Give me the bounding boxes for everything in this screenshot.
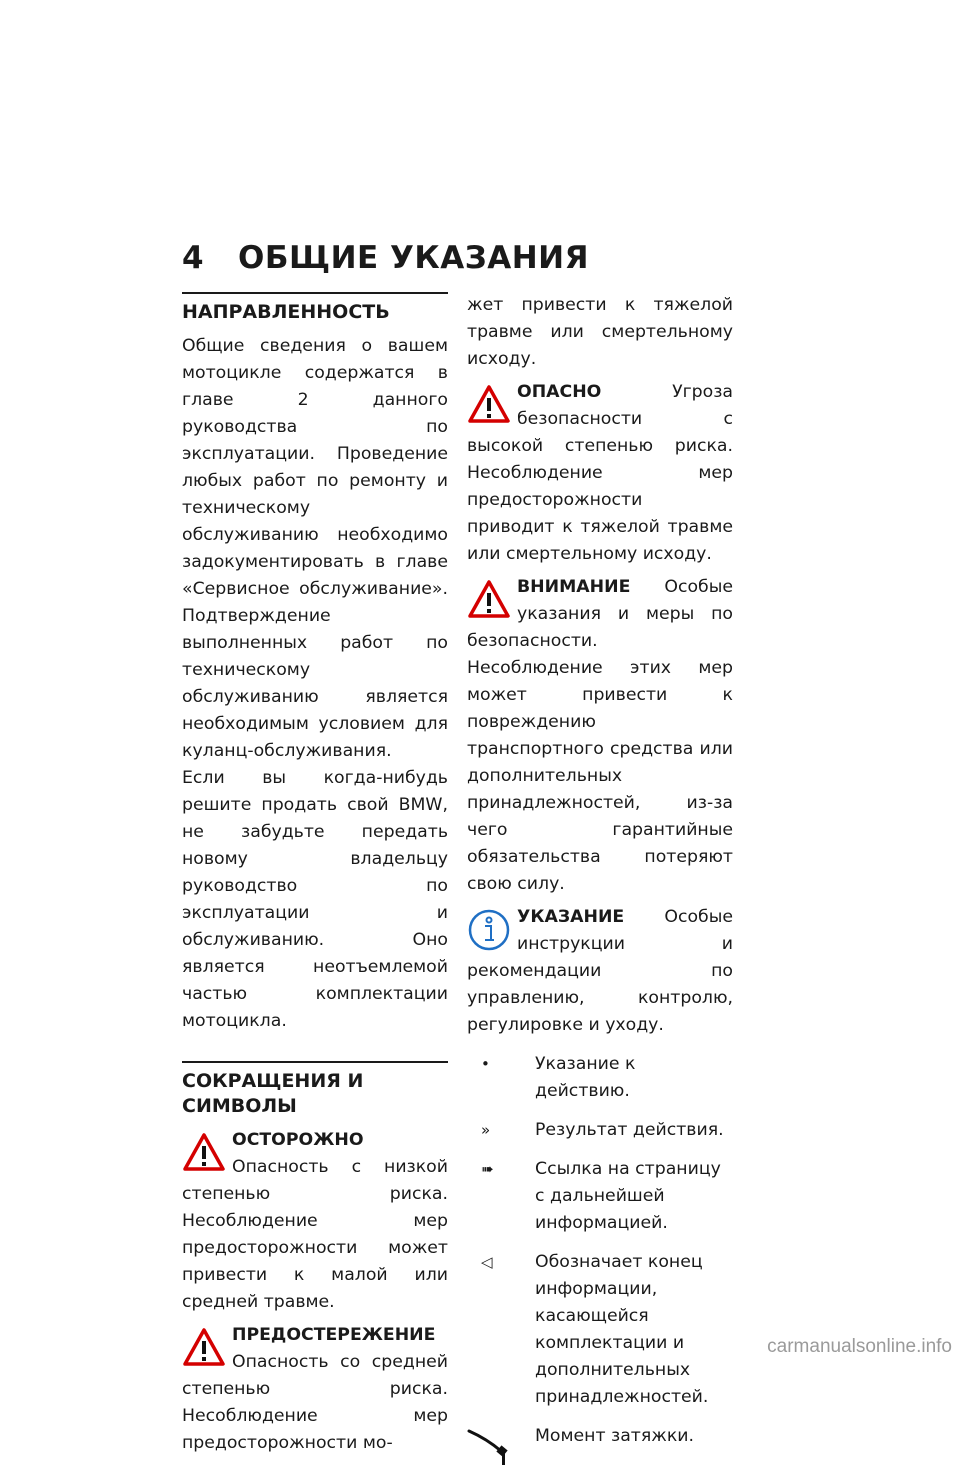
symbol-row (467, 1156, 733, 1237)
section-rule (182, 292, 448, 294)
chapter-heading (182, 240, 589, 276)
warning-text-continued: жет привести к тяжелой травме или смертельному исходу. (467, 295, 733, 369)
attention-keyword: ВНИМАНИЕ (517, 577, 631, 597)
danger-text: Угроза безопасности с высокой степенью риска. Несоблюдение мер предосторожности приводит к тяжелой травме или смертельному исходу. (467, 382, 733, 564)
warning-triangle-icon (467, 383, 511, 427)
left-column (182, 292, 448, 1457)
info-icon (467, 908, 511, 952)
warning-triangle-icon (182, 1131, 226, 1175)
symbol-text: Момент затяжки. (535, 1426, 694, 1446)
danger-note (467, 379, 733, 568)
notice-text: Особые инструкции и рекомендации по управлению, контролю, регулировке и уходу. (467, 907, 733, 1035)
section-heading-symbols: СОКРАЩЕНИЯ И СИМВОЛЫ (182, 1070, 364, 1117)
right-column (467, 292, 733, 1476)
warning-note (182, 1322, 448, 1457)
warning-triangle-icon (182, 1326, 226, 1370)
section-rule (182, 1061, 448, 1063)
warning-keyword: ПРЕДОСТЕРЕЖЕНИЕ (232, 1325, 436, 1345)
warning-text: Опасность со средней степенью риска. Несоблюдение мер предосторожности мо- (182, 1352, 448, 1453)
symbol-row (467, 1423, 733, 1476)
chapter-title: ОБЩИЕ УКАЗАНИЯ (238, 240, 589, 276)
caution-note (182, 1127, 448, 1316)
purpose-paragraph-1: Общие сведения о вашем мотоцикле содержатся в главе 2 данного руководства по эксплуатации. Проведение любых работ по ремонту и техническому обслуживанию необходимо задокументировать в главе «Сервисное обслуживание». Подтверждение выполненных работ по техническому обслуживанию является необходимым условием для куланц-обслуживания. (182, 336, 448, 761)
symbol-text: Результат действия. (535, 1120, 724, 1140)
section-heading-purpose: НАПРАВЛЕННОСТЬ (182, 301, 390, 323)
notice-keyword: УКАЗАНИЕ (517, 907, 625, 927)
purpose-paragraph-2: Если вы когда-нибудь решите продать свой BMW, не забудьте передать новому владельцу руководство по эксплуатации и обслуживанию. Оно является неотъемлемой частью комплектации мотоцикла. (182, 768, 448, 1031)
watermark-footer: carmanualsonline.info (767, 1336, 952, 1357)
danger-keyword: ОПАСНО (517, 382, 602, 402)
bullet-icon: • (481, 1055, 490, 1073)
symbol-row (467, 1051, 733, 1105)
caution-text: Опасность с низкой степенью риска. Несоблюдение мер предосторожности может привести к малой или средней травме. (182, 1157, 448, 1312)
result-icon: » (481, 1121, 491, 1139)
symbol-row (467, 1117, 733, 1144)
caution-keyword: ОСТОРОЖНО (232, 1130, 364, 1150)
symbol-text: Обозначает конец информации, касающейся комплектации и дополнительных принадлежностей. (535, 1252, 709, 1407)
symbol-text: Ссылка на страницу с дальнейшей информацией. (535, 1159, 721, 1233)
notice-note (467, 904, 733, 1039)
page-reference-arrow-icon: ➠ (481, 1160, 494, 1178)
end-of-info-icon: ◁ (481, 1253, 493, 1271)
symbol-text: Указание к действию. (535, 1054, 636, 1101)
attention-text: Особые указания и меры по безопасности. Несоблюдение этих мер может привести к повреждению транспортного средства или дополнительных принадлежностей, из-за чего гарантийные обязательства потеряют свою силу. (467, 577, 733, 894)
symbol-row (467, 1249, 733, 1411)
chapter-number: 4 (182, 240, 205, 276)
attention-note (467, 574, 733, 898)
warning-triangle-icon (467, 578, 511, 622)
torque-wrench-icon (467, 1423, 515, 1467)
